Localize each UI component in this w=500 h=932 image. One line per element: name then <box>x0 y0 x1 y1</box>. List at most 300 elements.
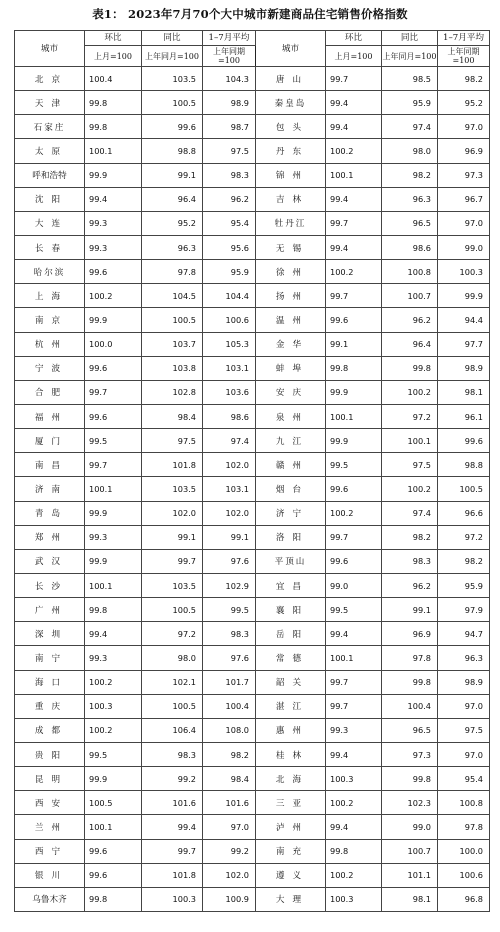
city-name-left: 长沙 <box>15 573 85 597</box>
mom-index-right: 99.8 <box>326 356 382 380</box>
mom-index-right: 99.4 <box>326 187 382 211</box>
table-row <box>15 863 490 887</box>
city-name-left: 西宁 <box>15 839 85 863</box>
avg-index-right: 99.6 <box>438 429 490 453</box>
table-row <box>15 549 490 573</box>
city-name-left: 兰州 <box>15 815 85 839</box>
avg-index-left: 97.5 <box>203 139 256 163</box>
mom-index-left: 99.6 <box>85 260 142 284</box>
city-name-left: 西安 <box>15 791 85 815</box>
avg-index-left: 101.6 <box>203 791 256 815</box>
mom-index-right: 99.6 <box>326 549 382 573</box>
mom-index-left: 99.4 <box>85 187 142 211</box>
avg-index-right: 95.9 <box>438 573 490 597</box>
city-name-right: 襄阳 <box>256 598 326 622</box>
avg-index-left: 98.7 <box>203 115 256 139</box>
mom-index-right: 99.0 <box>326 573 382 597</box>
header-city-left: 城市 <box>15 31 85 67</box>
mom-index-left: 100.3 <box>85 694 142 718</box>
avg-index-right: 100.3 <box>438 260 490 284</box>
city-name-right: 平顶山 <box>256 549 326 573</box>
yoy-index-left: 100.3 <box>142 887 203 911</box>
header-avg-base-left: 上年同期=100 <box>203 46 256 67</box>
yoy-index-left: 104.5 <box>142 284 203 308</box>
mom-index-left: 100.2 <box>85 718 142 742</box>
avg-index-left: 103.1 <box>203 477 256 501</box>
yoy-index-right: 97.4 <box>382 501 438 525</box>
header-avg-base-right: 上年同期=100 <box>438 46 490 67</box>
avg-index-left: 97.0 <box>203 815 256 839</box>
city-name-left: 昆明 <box>15 767 85 791</box>
mom-index-right: 99.7 <box>326 67 382 91</box>
mom-index-left: 100.2 <box>85 670 142 694</box>
table-row <box>15 477 490 501</box>
mom-index-right: 99.4 <box>326 815 382 839</box>
avg-index-left: 99.1 <box>203 525 256 549</box>
avg-index-right: 100.5 <box>438 477 490 501</box>
price-index-table-wrapper <box>14 30 489 912</box>
table-row <box>15 308 490 332</box>
mom-index-left: 99.6 <box>85 863 142 887</box>
yoy-index-left: 106.4 <box>142 718 203 742</box>
header-row-sub <box>15 46 490 67</box>
price-index-table <box>14 30 490 912</box>
header-city-right: 城市 <box>256 31 326 67</box>
yoy-index-right: 102.3 <box>382 791 438 815</box>
city-name-right: 桂林 <box>256 742 326 766</box>
yoy-index-left: 101.8 <box>142 453 203 477</box>
table-row <box>15 404 490 428</box>
city-name-right: 吉林 <box>256 187 326 211</box>
mom-index-right: 99.7 <box>326 525 382 549</box>
avg-index-left: 95.4 <box>203 211 256 235</box>
avg-index-right: 100.0 <box>438 839 490 863</box>
mom-index-right: 99.4 <box>326 91 382 115</box>
city-name-left: 宁波 <box>15 356 85 380</box>
avg-index-left: 98.3 <box>203 622 256 646</box>
table-row <box>15 839 490 863</box>
mom-index-left: 99.5 <box>85 742 142 766</box>
mom-index-left: 99.7 <box>85 380 142 404</box>
city-name-right: 金华 <box>256 332 326 356</box>
yoy-index-right: 97.8 <box>382 646 438 670</box>
header-avg-right: 1–7月平均 <box>438 31 490 46</box>
city-name-right: 岳阳 <box>256 622 326 646</box>
city-name-right: 温州 <box>256 308 326 332</box>
yoy-index-right: 100.8 <box>382 260 438 284</box>
yoy-index-left: 101.6 <box>142 791 203 815</box>
mom-index-left: 100.1 <box>85 815 142 839</box>
mom-index-right: 100.2 <box>326 791 382 815</box>
city-name-right: 烟台 <box>256 477 326 501</box>
yoy-index-right: 95.9 <box>382 91 438 115</box>
avg-index-left: 97.6 <box>203 549 256 573</box>
city-name-left: 呼和浩特 <box>15 163 85 187</box>
mom-index-left: 99.3 <box>85 525 142 549</box>
yoy-index-right: 98.0 <box>382 139 438 163</box>
yoy-index-left: 99.7 <box>142 549 203 573</box>
table-row <box>15 91 490 115</box>
mom-index-right: 99.9 <box>326 380 382 404</box>
avg-index-left: 104.3 <box>203 67 256 91</box>
city-name-left: 哈尔滨 <box>15 260 85 284</box>
yoy-index-left: 103.5 <box>142 477 203 501</box>
yoy-index-left: 95.2 <box>142 211 203 235</box>
header-mom-right: 环比 <box>326 31 382 46</box>
mom-index-left: 100.1 <box>85 573 142 597</box>
city-name-left: 济南 <box>15 477 85 501</box>
avg-index-right: 97.7 <box>438 332 490 356</box>
city-name-right: 南充 <box>256 839 326 863</box>
yoy-index-right: 99.8 <box>382 356 438 380</box>
avg-index-right: 95.4 <box>438 767 490 791</box>
mom-index-right: 99.6 <box>326 477 382 501</box>
avg-index-left: 98.9 <box>203 91 256 115</box>
yoy-index-right: 98.2 <box>382 525 438 549</box>
avg-index-right: 97.0 <box>438 115 490 139</box>
city-name-left: 太原 <box>15 139 85 163</box>
yoy-index-right: 96.5 <box>382 211 438 235</box>
city-name-left: 青岛 <box>15 501 85 525</box>
yoy-index-right: 100.2 <box>382 477 438 501</box>
avg-index-left: 100.9 <box>203 887 256 911</box>
mom-index-left: 100.4 <box>85 67 142 91</box>
avg-index-left: 95.9 <box>203 260 256 284</box>
city-name-left: 成都 <box>15 718 85 742</box>
table-row <box>15 211 490 235</box>
avg-index-right: 100.6 <box>438 863 490 887</box>
header-avg-left: 1–7月平均 <box>203 31 256 46</box>
mom-index-right: 99.5 <box>326 598 382 622</box>
avg-index-left: 99.2 <box>203 839 256 863</box>
avg-index-right: 96.8 <box>438 887 490 911</box>
yoy-index-right: 100.4 <box>382 694 438 718</box>
yoy-index-right: 98.5 <box>382 67 438 91</box>
city-name-right: 丹东 <box>256 139 326 163</box>
avg-index-right: 96.3 <box>438 646 490 670</box>
city-name-left: 深圳 <box>15 622 85 646</box>
yoy-index-left: 96.3 <box>142 235 203 259</box>
avg-index-right: 96.9 <box>438 139 490 163</box>
yoy-index-right: 96.2 <box>382 308 438 332</box>
city-name-left: 广州 <box>15 598 85 622</box>
table-row <box>15 694 490 718</box>
city-name-right: 徐州 <box>256 260 326 284</box>
city-name-left: 合肥 <box>15 380 85 404</box>
city-name-right: 锦州 <box>256 163 326 187</box>
table-row <box>15 887 490 911</box>
avg-index-left: 98.4 <box>203 767 256 791</box>
mom-index-right: 99.6 <box>326 308 382 332</box>
mom-index-right: 99.7 <box>326 284 382 308</box>
city-name-left: 福州 <box>15 404 85 428</box>
mom-index-right: 99.9 <box>326 429 382 453</box>
header-row-top <box>15 31 490 46</box>
header-mom-base-right: 上月=100 <box>326 46 382 67</box>
avg-index-right: 97.9 <box>438 598 490 622</box>
avg-index-right: 97.0 <box>438 742 490 766</box>
mom-index-right: 99.4 <box>326 235 382 259</box>
yoy-index-right: 97.5 <box>382 453 438 477</box>
table-row <box>15 380 490 404</box>
avg-index-right: 98.8 <box>438 453 490 477</box>
yoy-index-left: 97.2 <box>142 622 203 646</box>
table-row <box>15 67 490 91</box>
table-row <box>15 598 490 622</box>
city-name-right: 泸州 <box>256 815 326 839</box>
avg-index-right: 98.1 <box>438 380 490 404</box>
yoy-index-right: 98.2 <box>382 163 438 187</box>
city-name-left: 石家庄 <box>15 115 85 139</box>
header-mom-left: 环比 <box>85 31 142 46</box>
table-row <box>15 260 490 284</box>
mom-index-left: 100.0 <box>85 332 142 356</box>
yoy-index-left: 102.1 <box>142 670 203 694</box>
yoy-index-left: 100.5 <box>142 91 203 115</box>
avg-index-right: 94.4 <box>438 308 490 332</box>
city-name-left: 天津 <box>15 91 85 115</box>
city-name-left: 重庆 <box>15 694 85 718</box>
header-mom-base-left: 上月=100 <box>85 46 142 67</box>
mom-index-right: 99.5 <box>326 453 382 477</box>
yoy-index-right: 100.7 <box>382 839 438 863</box>
avg-index-left: 101.7 <box>203 670 256 694</box>
city-name-left: 银川 <box>15 863 85 887</box>
table-row <box>15 815 490 839</box>
table-row <box>15 646 490 670</box>
avg-index-right: 98.2 <box>438 67 490 91</box>
city-name-right: 遵义 <box>256 863 326 887</box>
yoy-index-right: 99.8 <box>382 670 438 694</box>
mom-index-right: 99.7 <box>326 670 382 694</box>
city-name-right: 秦皇岛 <box>256 91 326 115</box>
city-name-left: 北京 <box>15 67 85 91</box>
city-name-left: 武汉 <box>15 549 85 573</box>
avg-index-left: 100.4 <box>203 694 256 718</box>
city-name-left: 郑州 <box>15 525 85 549</box>
yoy-index-left: 103.7 <box>142 332 203 356</box>
avg-index-right: 99.0 <box>438 235 490 259</box>
city-name-left: 南昌 <box>15 453 85 477</box>
yoy-index-right: 97.4 <box>382 115 438 139</box>
yoy-index-left: 98.8 <box>142 139 203 163</box>
city-name-left: 杭州 <box>15 332 85 356</box>
avg-index-right: 96.6 <box>438 501 490 525</box>
table-row <box>15 718 490 742</box>
avg-index-left: 98.2 <box>203 742 256 766</box>
table-row <box>15 115 490 139</box>
city-name-right: 大理 <box>256 887 326 911</box>
yoy-index-right: 99.0 <box>382 815 438 839</box>
city-name-right: 宜昌 <box>256 573 326 597</box>
mom-index-right: 99.4 <box>326 622 382 646</box>
yoy-index-left: 100.5 <box>142 598 203 622</box>
mom-index-right: 99.4 <box>326 742 382 766</box>
avg-index-left: 102.0 <box>203 453 256 477</box>
city-name-left: 长春 <box>15 235 85 259</box>
mom-index-right: 99.1 <box>326 332 382 356</box>
avg-index-left: 108.0 <box>203 718 256 742</box>
avg-index-right: 97.0 <box>438 211 490 235</box>
yoy-index-left: 101.8 <box>142 863 203 887</box>
avg-index-left: 103.6 <box>203 380 256 404</box>
yoy-index-right: 96.9 <box>382 622 438 646</box>
city-name-right: 赣州 <box>256 453 326 477</box>
city-name-right: 韶关 <box>256 670 326 694</box>
yoy-index-left: 100.5 <box>142 694 203 718</box>
avg-index-right: 97.8 <box>438 815 490 839</box>
city-name-left: 大连 <box>15 211 85 235</box>
table-row <box>15 742 490 766</box>
table-body <box>15 67 490 912</box>
city-name-right: 扬州 <box>256 284 326 308</box>
yoy-index-left: 97.8 <box>142 260 203 284</box>
mom-index-left: 100.2 <box>85 284 142 308</box>
avg-index-right: 97.5 <box>438 718 490 742</box>
mom-index-right: 99.3 <box>326 718 382 742</box>
mom-index-right: 100.2 <box>326 260 382 284</box>
avg-index-right: 94.7 <box>438 622 490 646</box>
yoy-index-left: 103.8 <box>142 356 203 380</box>
avg-index-left: 98.3 <box>203 163 256 187</box>
mom-index-left: 99.9 <box>85 549 142 573</box>
table-title: 表1： 2023年7月70个大中城市新建商品住宅销售价格指数 <box>92 7 408 21</box>
yoy-index-left: 99.4 <box>142 815 203 839</box>
yoy-index-right: 100.7 <box>382 284 438 308</box>
header-yoy-base-right: 上年同月=100 <box>382 46 438 67</box>
yoy-index-right: 96.4 <box>382 332 438 356</box>
city-name-right: 牡丹江 <box>256 211 326 235</box>
city-name-left: 沈阳 <box>15 187 85 211</box>
table-row <box>15 139 490 163</box>
mom-index-right: 100.3 <box>326 767 382 791</box>
yoy-index-right: 98.6 <box>382 235 438 259</box>
city-name-right: 洛阳 <box>256 525 326 549</box>
city-name-left: 海口 <box>15 670 85 694</box>
mom-index-right: 100.2 <box>326 139 382 163</box>
mom-index-left: 99.8 <box>85 598 142 622</box>
city-name-right: 济宁 <box>256 501 326 525</box>
avg-index-right: 97.0 <box>438 694 490 718</box>
yoy-index-left: 103.5 <box>142 67 203 91</box>
mom-index-left: 100.1 <box>85 139 142 163</box>
yoy-index-left: 99.1 <box>142 163 203 187</box>
mom-index-left: 99.4 <box>85 622 142 646</box>
mom-index-left: 99.9 <box>85 501 142 525</box>
yoy-index-left: 99.7 <box>142 839 203 863</box>
yoy-index-left: 100.5 <box>142 308 203 332</box>
yoy-index-left: 102.8 <box>142 380 203 404</box>
mom-index-left: 99.9 <box>85 163 142 187</box>
city-name-left: 南京 <box>15 308 85 332</box>
mom-index-right: 100.1 <box>326 404 382 428</box>
table-row <box>15 791 490 815</box>
table-row <box>15 767 490 791</box>
yoy-index-right: 99.1 <box>382 598 438 622</box>
avg-index-left: 103.1 <box>203 356 256 380</box>
mom-index-left: 99.7 <box>85 453 142 477</box>
avg-index-right: 96.1 <box>438 404 490 428</box>
yoy-index-right: 99.8 <box>382 767 438 791</box>
mom-index-left: 99.8 <box>85 91 142 115</box>
avg-index-left: 102.0 <box>203 863 256 887</box>
city-name-right: 安庆 <box>256 380 326 404</box>
yoy-index-right: 98.3 <box>382 549 438 573</box>
table-row <box>15 670 490 694</box>
avg-index-left: 105.3 <box>203 332 256 356</box>
avg-index-left: 104.4 <box>203 284 256 308</box>
table-row <box>15 235 490 259</box>
mom-index-left: 99.8 <box>85 115 142 139</box>
avg-index-right: 96.7 <box>438 187 490 211</box>
table-row <box>15 163 490 187</box>
yoy-index-left: 99.6 <box>142 115 203 139</box>
mom-index-right: 100.2 <box>326 863 382 887</box>
mom-index-left: 99.6 <box>85 356 142 380</box>
mom-index-left: 99.9 <box>85 308 142 332</box>
avg-index-left: 102.9 <box>203 573 256 597</box>
avg-index-right: 99.9 <box>438 284 490 308</box>
city-name-right: 惠州 <box>256 718 326 742</box>
mom-index-left: 99.8 <box>85 887 142 911</box>
header-yoy-left: 同比 <box>142 31 203 46</box>
table-row <box>15 573 490 597</box>
city-name-right: 泉州 <box>256 404 326 428</box>
avg-index-left: 102.0 <box>203 501 256 525</box>
avg-index-left: 100.6 <box>203 308 256 332</box>
mom-index-left: 99.3 <box>85 646 142 670</box>
avg-index-left: 95.6 <box>203 235 256 259</box>
yoy-index-right: 96.5 <box>382 718 438 742</box>
city-name-right: 无锡 <box>256 235 326 259</box>
city-name-right: 九江 <box>256 429 326 453</box>
avg-index-right: 97.2 <box>438 525 490 549</box>
city-name-right: 常德 <box>256 646 326 670</box>
avg-index-left: 97.6 <box>203 646 256 670</box>
avg-index-left: 96.2 <box>203 187 256 211</box>
mom-index-left: 99.6 <box>85 404 142 428</box>
avg-index-right: 100.8 <box>438 791 490 815</box>
table-row <box>15 284 490 308</box>
avg-index-left: 97.4 <box>203 429 256 453</box>
table-row <box>15 187 490 211</box>
table-row <box>15 332 490 356</box>
yoy-index-left: 98.4 <box>142 404 203 428</box>
table-row <box>15 429 490 453</box>
city-name-left: 厦门 <box>15 429 85 453</box>
yoy-index-right: 96.3 <box>382 187 438 211</box>
yoy-index-right: 97.2 <box>382 404 438 428</box>
mom-index-left: 99.3 <box>85 211 142 235</box>
yoy-index-left: 96.4 <box>142 187 203 211</box>
table-row <box>15 501 490 525</box>
table-row <box>15 622 490 646</box>
mom-index-right: 99.7 <box>326 694 382 718</box>
avg-index-left: 98.6 <box>203 404 256 428</box>
mom-index-left: 100.5 <box>85 791 142 815</box>
mom-index-left: 99.3 <box>85 235 142 259</box>
yoy-index-right: 96.2 <box>382 573 438 597</box>
yoy-index-left: 99.2 <box>142 767 203 791</box>
avg-index-right: 97.3 <box>438 163 490 187</box>
avg-index-right: 95.2 <box>438 91 490 115</box>
yoy-index-right: 98.1 <box>382 887 438 911</box>
mom-index-right: 100.1 <box>326 646 382 670</box>
yoy-index-right: 100.1 <box>382 429 438 453</box>
city-name-right: 北海 <box>256 767 326 791</box>
mom-index-left: 99.6 <box>85 839 142 863</box>
city-name-left: 上海 <box>15 284 85 308</box>
